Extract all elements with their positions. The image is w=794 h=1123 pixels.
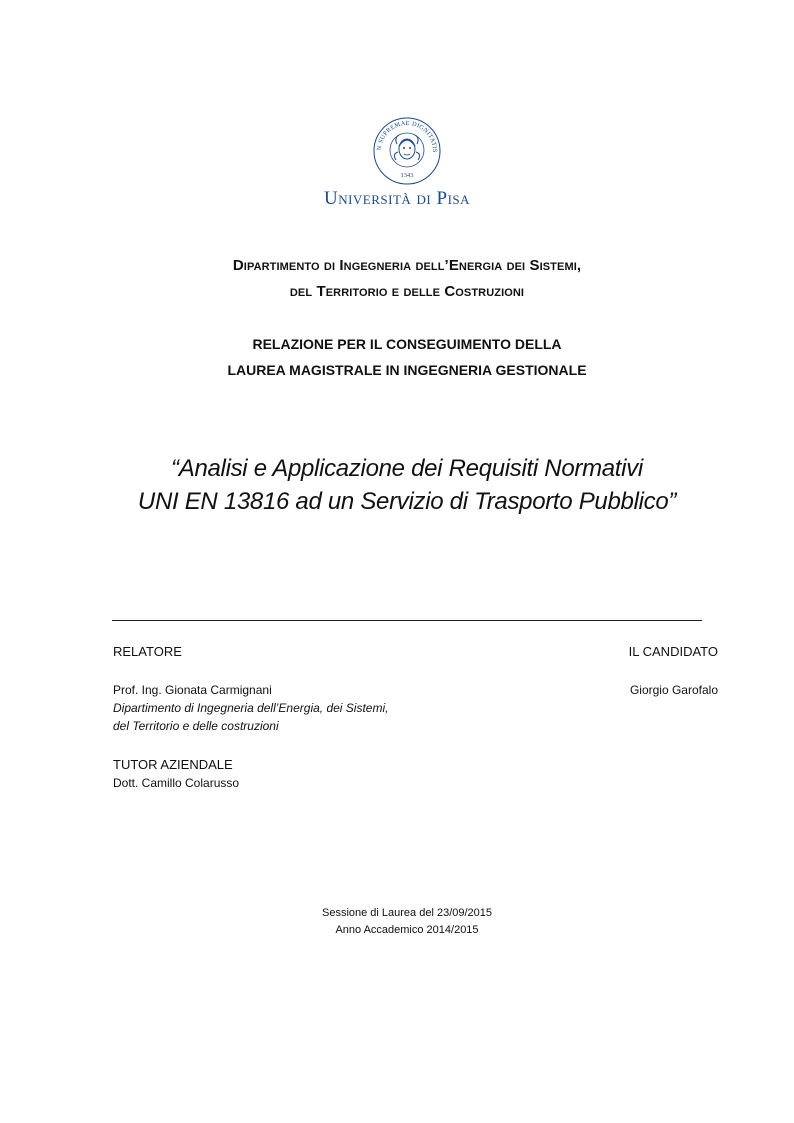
svg-text:1343: 1343 — [400, 172, 414, 179]
report-heading-line-2: LAUREA MAGISTRALE IN INGEGNERIA GESTIONALE — [227, 362, 587, 378]
relatore-affiliation-line-1: Dipartimento di Ingegneria dell’Energia, dei Sistemi, — [113, 701, 389, 715]
department-line-1: Dipartimento di Ingegneria dell’Energia dei Sistemi, — [232, 257, 582, 274]
session-date: Sessione di Laurea del 23/09/2015 — [321, 907, 493, 919]
relatore-affiliation-line-2: del Territorio e delle costruzioni — [113, 719, 279, 733]
tutor-name: Dott. Camillo Colarusso — [113, 776, 240, 790]
thesis-title-line-2: UNI EN 13816 ad un Servizio di Trasporto Pubblico” — [137, 488, 677, 515]
university-seal-logo — [372, 116, 442, 186]
university-name: Università di Pisa — [323, 188, 471, 209]
department-line-2: del Territorio e delle Costruzioni — [289, 283, 525, 300]
relatore-name: Prof. Ing. Gionata Carmignani — [113, 683, 272, 697]
thesis-title-line-1: “Analisi e Applicazione dei Requisiti Normativi — [171, 455, 643, 482]
report-heading-line-1: RELAZIONE PER IL CONSEGUIMENTO DELLA — [252, 336, 562, 352]
svg-text:IN SUPREMAE DIGNITATIS: N SUPREMAE DIGNITATIS — [375, 119, 439, 153]
candidato-label: IL CANDIDATO — [628, 644, 718, 659]
relatore-label: RELATORE — [113, 644, 182, 659]
tutor-label: TUTOR AZIENDALE — [113, 757, 233, 772]
academic-year: Anno Accademico 2014/2015 — [335, 924, 479, 936]
separator-line — [112, 620, 702, 621]
candidato-name: Giorgio Garofalo — [629, 683, 718, 697]
